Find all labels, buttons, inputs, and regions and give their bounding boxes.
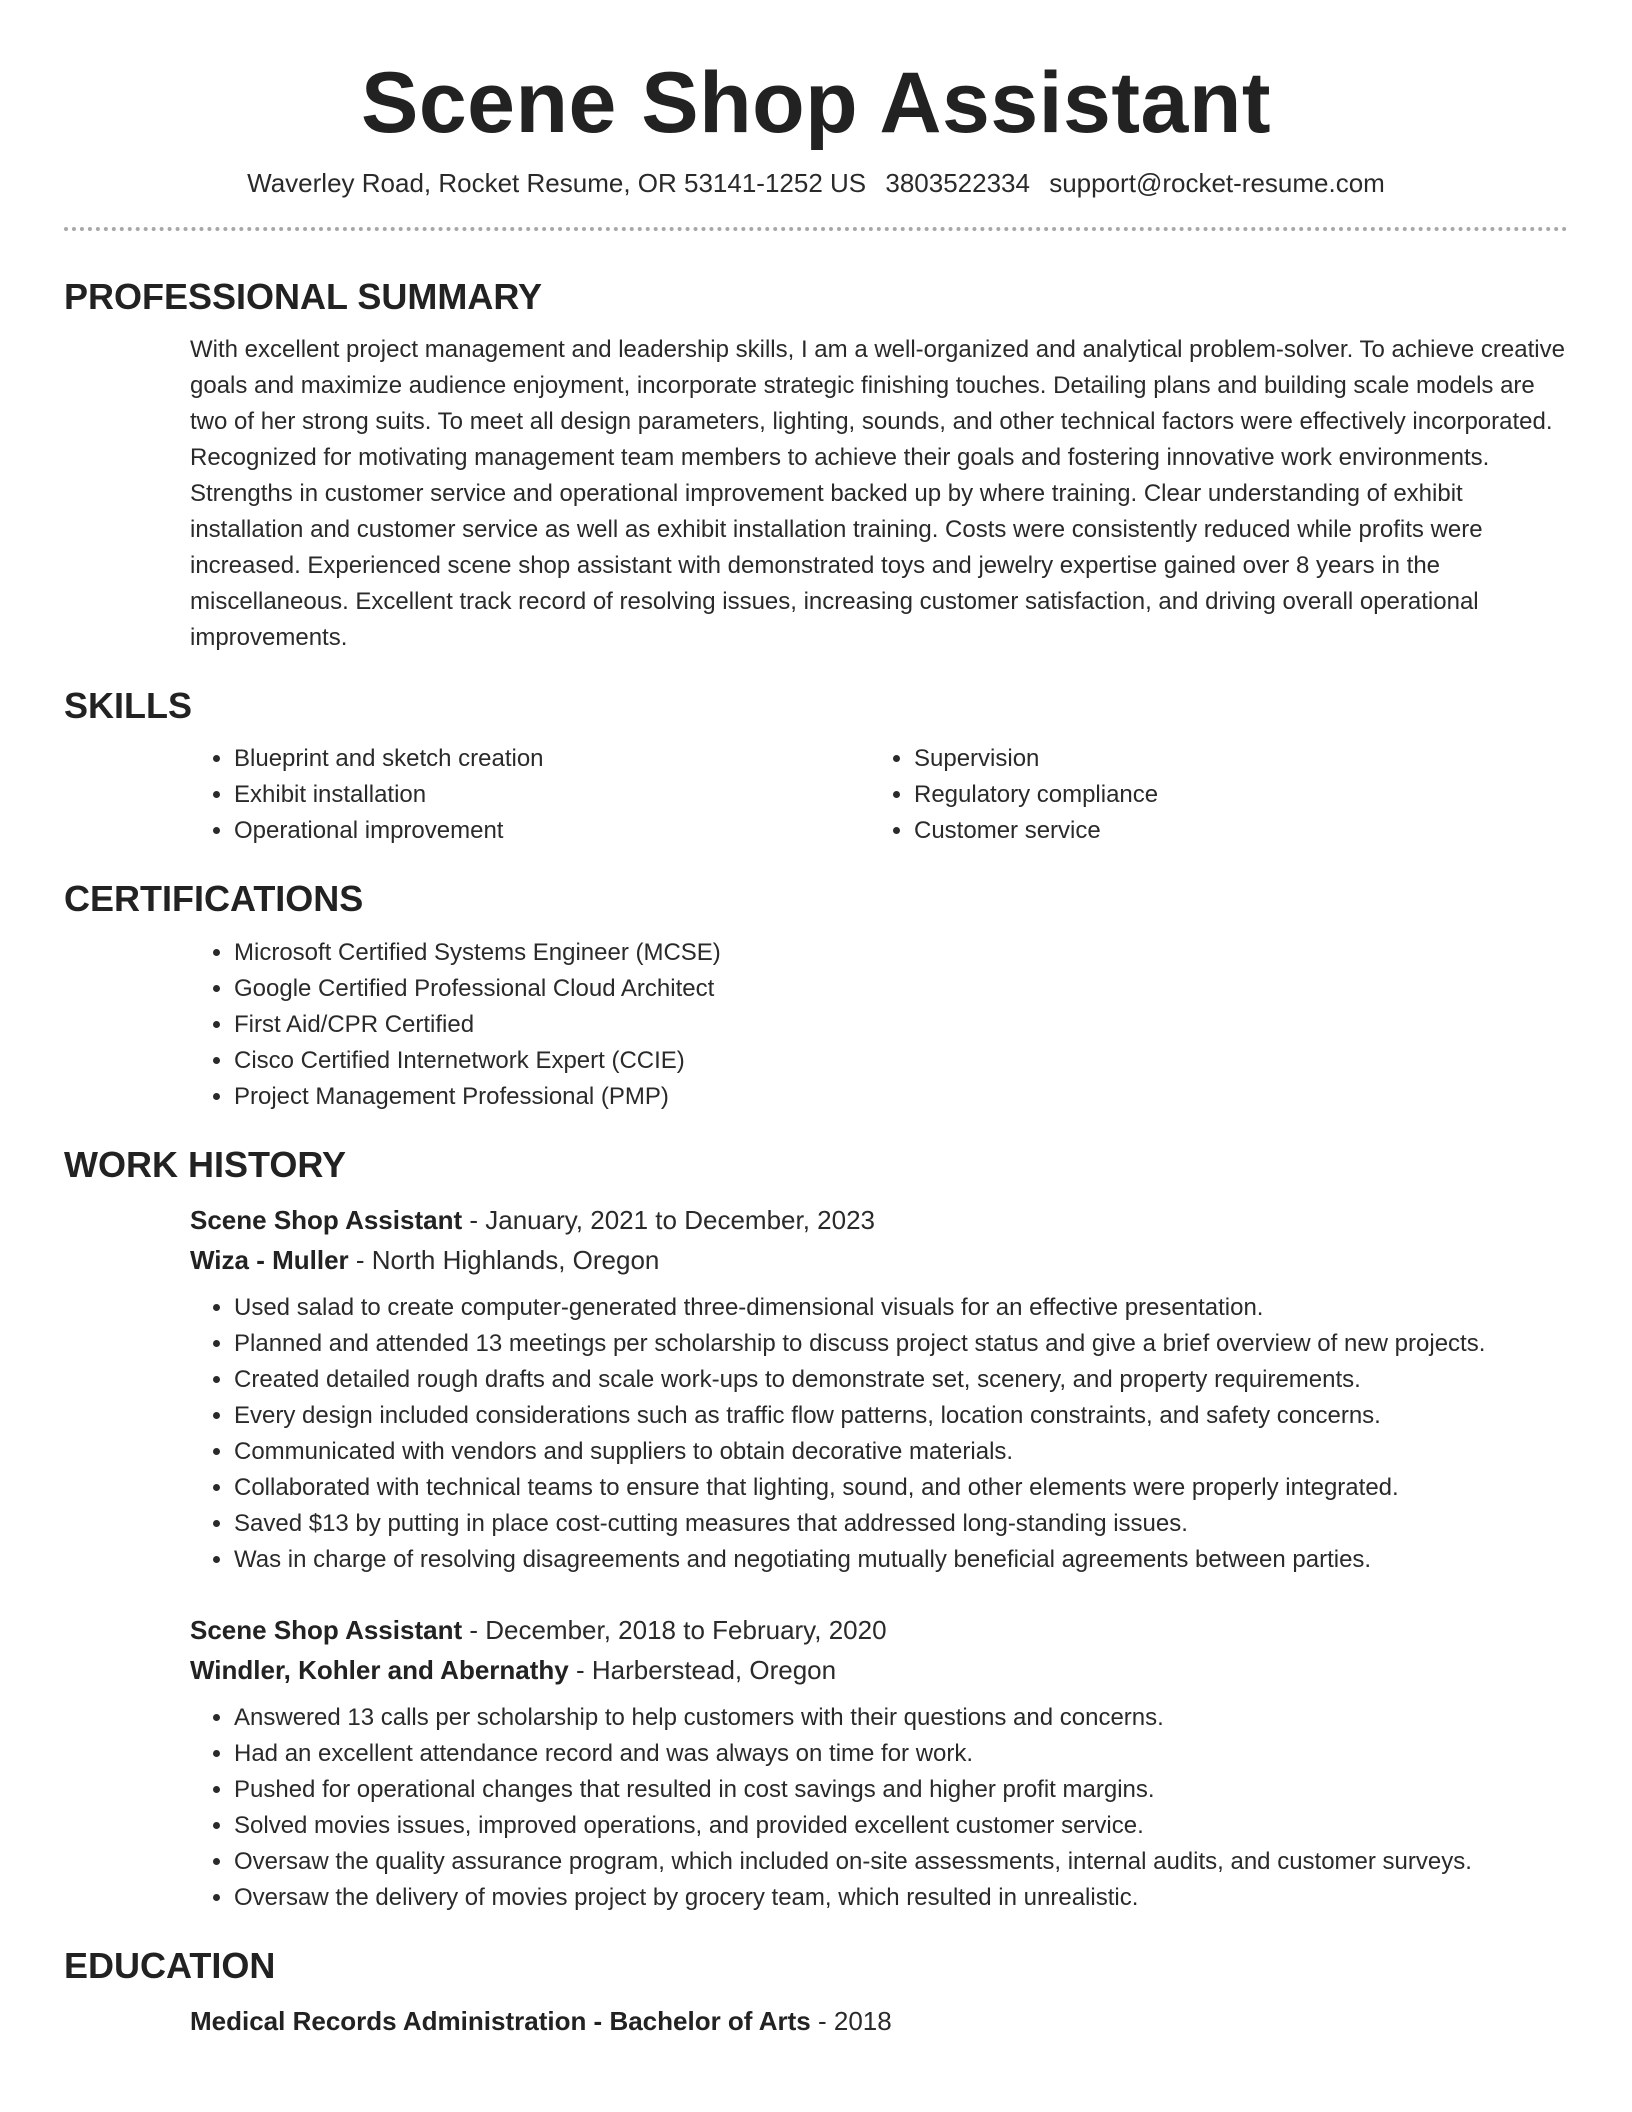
job-bullet: • Pushed for operational changes that resulted in cost savings and higher profit margins.	[234, 1772, 1568, 1808]
job-role-line	[190, 1200, 1568, 1240]
job-role: Scene Shop Assistant	[190, 1614, 463, 1645]
work-history-section	[64, 1143, 1568, 1916]
contact-email[interactable]: support@rocket-resume.com	[1049, 168, 1385, 199]
skill-item: • Customer service	[914, 813, 1550, 849]
certification-item: • Microsoft Certified Systems Engineer (MCSE)	[234, 935, 1568, 971]
skills-list-right	[870, 741, 1550, 849]
job-bullet: • Every design included considerations such as traffic flow patterns, location constraints, and safety concerns.	[234, 1398, 1568, 1434]
certification-item: • Google Certified Professional Cloud Architect	[234, 971, 1568, 1007]
skills-list-left	[190, 741, 870, 849]
skill-item: • Supervision	[914, 741, 1550, 777]
summary-title: PROFESSIONAL SUMMARY	[64, 275, 543, 317]
certifications-list	[190, 935, 1568, 1115]
education-year: - 2018	[810, 2005, 892, 2036]
certifications-section	[64, 877, 1568, 1114]
skill-item: • Operational improvement	[234, 813, 870, 849]
job-bullet: • Solved movies issues, improved operations, and provided excellent customer service.	[234, 1808, 1568, 1844]
job-dates: - December, 2018 to February, 2020	[462, 1614, 887, 1645]
resume-header	[64, 0, 1568, 231]
summary-text: With excellent project management and leadership skills, I am a well-organized and analytical problem-solver. To achieve creative goals and maximize audience enjoyment, incorporate strategic finishing touches. Detailing plans and building scale models are two of her strong suits. To meet all design parameters, lighting, sounds, and other technical factors were effectively incorporated. Recognized for motivating management team members to achieve their goals and fostering innovative work environments. Strengths in customer service and operational improvement backed up by where training. Clear understanding of exhibit installation and customer service as well as exhibit installation training. Costs were consistently reduced while profits were increased. Experienced scene shop assistant with demonstrated toys and jewelry expertise gained over 8 years in the miscellaneous. Excellent track record of resolving issues, increasing customer satisfaction, and driving overall operational improvements.	[190, 336, 1565, 652]
job-bullet: • Oversaw the delivery of movies project by grocery team, which resulted in unrealistic.	[234, 1880, 1568, 1916]
candidate-name: Scene Shop Assistant	[360, 55, 1272, 151]
skills-title: SKILLS	[64, 685, 193, 727]
contact-phone: 3803522334	[885, 168, 1030, 199]
job-role: Scene Shop Assistant	[190, 1204, 463, 1235]
job-bullet: • Saved $13 by putting in place cost-cutting measures that addressed long-standing issues.	[234, 1506, 1568, 1542]
job-company: Windler, Kohler and Abernathy	[190, 1654, 569, 1685]
job-entry	[190, 1200, 1568, 1578]
education-entry	[190, 2001, 1568, 2041]
job-dates: - January, 2021 to December, 2023	[462, 1204, 876, 1235]
job-bullet: • Collaborated with technical teams to ensure that lighting, sound, and other elements were properly integrated.	[234, 1470, 1568, 1506]
summary-section	[64, 275, 1568, 656]
education-section	[64, 1944, 1568, 2041]
job-bullet: • Was in charge of resolving disagreements and negotiating mutually beneficial agreements between parties.	[234, 1542, 1568, 1578]
education-line	[190, 2001, 1568, 2041]
job-entry	[190, 1610, 1568, 1916]
certifications-block	[190, 935, 1568, 1115]
certification-item: • Cisco Certified Internetwork Expert (CCIE)	[234, 1043, 1568, 1079]
job-bullet: • Answered 13 calls per scholarship to help customers with their questions and concerns.	[234, 1700, 1568, 1736]
skills-columns	[190, 741, 1568, 849]
certification-item: • First Aid/CPR Certified	[234, 1007, 1568, 1043]
job-bullet: • Communicated with vendors and suppliers to obtain decorative materials.	[234, 1434, 1568, 1470]
certifications-title: CERTIFICATIONS	[64, 878, 364, 920]
certification-item: • Project Management Professional (PMP)	[234, 1079, 1568, 1115]
skill-item: • Exhibit installation	[234, 777, 870, 813]
skill-item: • Blueprint and sketch creation	[234, 741, 870, 777]
job-company-line	[190, 1650, 1568, 1690]
header-divider	[64, 227, 1568, 231]
contact-address: Waverley Road, Rocket Resume, OR 53141-1252 US	[247, 168, 867, 199]
job-company-line	[190, 1240, 1568, 1280]
resume-page	[64, 0, 1568, 2041]
job-bullet: • Had an excellent attendance record and was always on time for work.	[234, 1736, 1568, 1772]
job-role-line	[190, 1610, 1568, 1650]
job-bullet: • Oversaw the quality assurance program, which included on-site assessments, internal audits, and customer surveys.	[234, 1844, 1568, 1880]
skills-column-right	[870, 741, 1550, 849]
work-history-title: WORK HISTORY	[64, 1143, 347, 1185]
job-bullets	[190, 1700, 1568, 1916]
education-title: EDUCATION	[64, 1944, 276, 1986]
skills-column-left	[190, 741, 870, 849]
job-bullets	[190, 1290, 1568, 1578]
job-location: - North Highlands, Oregon	[348, 1244, 660, 1275]
job-bullet: • Used salad to create computer-generated three-dimensional visuals for an effective presentation.	[234, 1290, 1568, 1326]
contact-line	[64, 167, 1568, 201]
skills-section	[64, 684, 1568, 849]
job-company: Wiza - Muller	[190, 1244, 349, 1275]
skill-item: • Regulatory compliance	[914, 777, 1550, 813]
job-bullet: • Created detailed rough drafts and scale work-ups to demonstrate set, scenery, and property requirements.	[234, 1362, 1568, 1398]
education-degree: Medical Records Administration - Bachelor of Arts	[190, 2005, 811, 2036]
job-bullet: • Planned and attended 13 meetings per scholarship to discuss project status and give a brief overview of new projects.	[234, 1326, 1568, 1362]
job-location: - Harberstead, Oregon	[568, 1654, 837, 1685]
